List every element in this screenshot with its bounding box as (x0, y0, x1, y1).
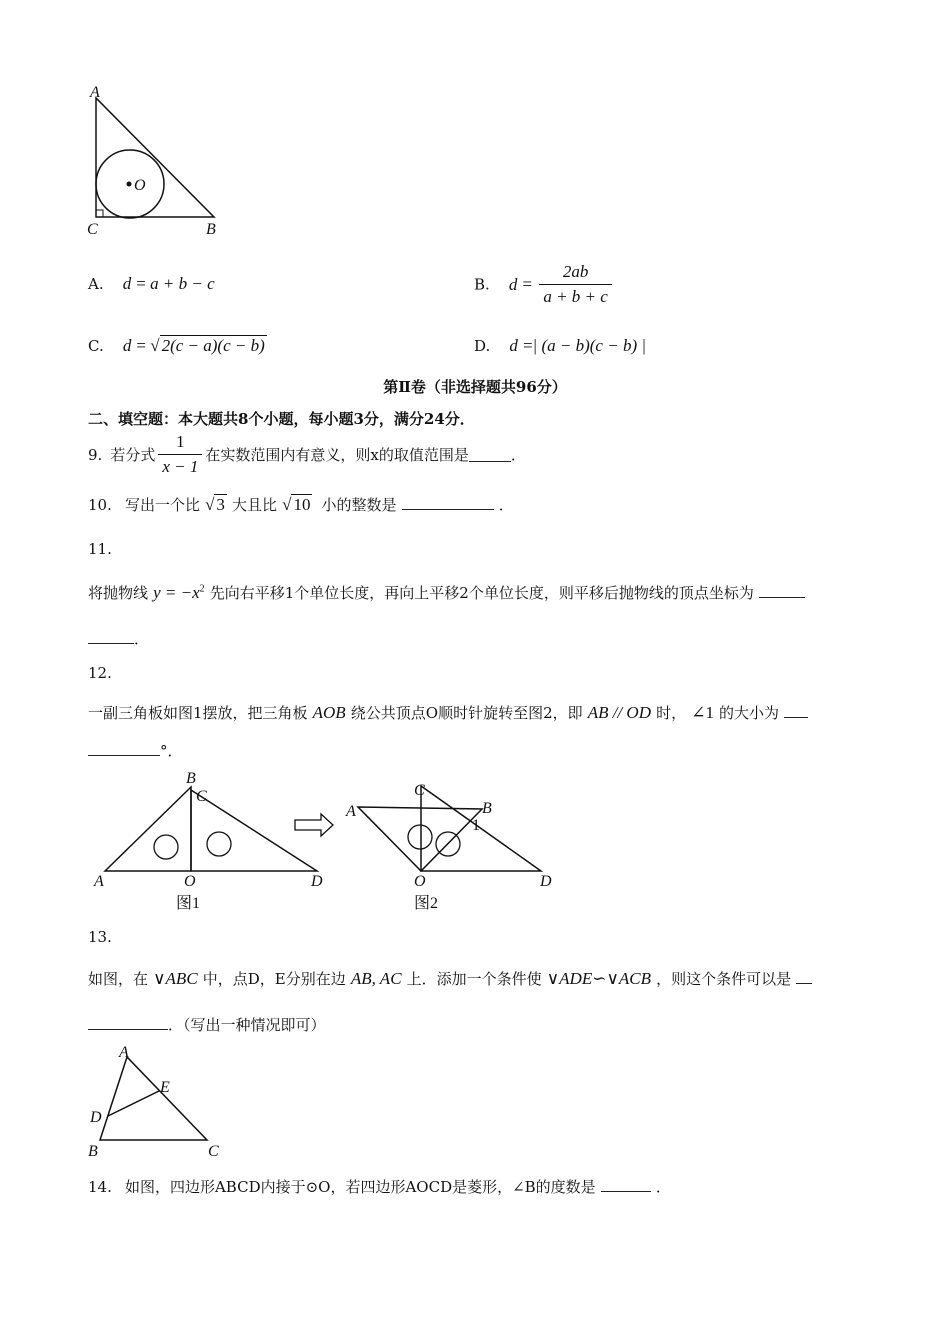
fig2-hole-1 (408, 825, 432, 849)
option-c-lhs: d (122, 336, 132, 355)
q13-label-d: D (90, 1109, 102, 1126)
fig1-hole-1 (154, 835, 178, 859)
q13-label-c: C (208, 1143, 219, 1160)
option-d: D. d =| (a − b)(c − b) | (474, 336, 647, 355)
q12-figures (85, 765, 565, 915)
q13-text-mid2: 上．添加一个条件使 (406, 970, 542, 988)
q13-number: 13. (88, 928, 112, 946)
q12-answer-blank-cont[interactable] (88, 741, 160, 756)
q9-end: ． (510, 446, 526, 464)
q12-number: 12. (88, 664, 112, 682)
q13-line-2 (88, 1014, 326, 1035)
label-a: A (90, 84, 100, 101)
right-angle-mark (96, 210, 103, 217)
q11-expression: y = −x (153, 583, 200, 602)
fig2-label-o: O (414, 873, 426, 890)
q13-answer-blank-cont[interactable] (88, 1015, 168, 1030)
q11-text-pre: 将抛物线 (88, 584, 149, 602)
q10-text-post: 小的整数是 (321, 496, 397, 514)
q10-text-mid: 大且比 (232, 496, 278, 514)
q10-number: 10. (88, 496, 112, 514)
label-o: O (134, 177, 146, 194)
label-b: B (206, 221, 216, 238)
q10-answer-blank[interactable] (402, 495, 494, 510)
q13-similarity: ∨ADE∽∨ACB (546, 969, 652, 988)
q10-radicand-2: 10 (293, 495, 311, 514)
fig1-caption: 图1 (176, 895, 201, 912)
question-14 (88, 1176, 671, 1197)
option-b-letter: B. (474, 275, 490, 294)
question-11 (88, 582, 805, 603)
q13-answer-blank[interactable] (796, 969, 812, 984)
option-c-letter: C. (88, 337, 104, 355)
question-12 (88, 702, 808, 723)
q13-sides: AB, AC (350, 969, 402, 988)
q9-text-pre: 若分式 (110, 446, 156, 464)
q11-answer-blank[interactable] (759, 583, 805, 598)
option-a-rhs: a + b − c (150, 274, 215, 293)
label-c: C (87, 221, 98, 238)
q14-end: ． (655, 1178, 671, 1196)
option-b: B. d = $\frac{2ab}{a + b + c}$ (474, 262, 615, 307)
q9-number: 9. (88, 445, 103, 464)
q12-figure-1 (93, 770, 323, 912)
triangle-abc (96, 98, 214, 217)
q12-text-mid: 绕公共顶点O顺时针旋转至图2，即 (350, 704, 583, 722)
fig2-label-angle-1: 1 (472, 817, 480, 834)
q13-text-post: ，则这个条件可以是 (656, 970, 792, 988)
fig2-caption: 图2 (414, 895, 439, 912)
q13-segment-de (108, 1091, 159, 1116)
option-a-lhs: d (122, 274, 132, 293)
q13-label-e: E (160, 1079, 170, 1096)
option-c-rhs: 2(c − a)(c − b) (161, 336, 265, 355)
option-a: A. d = a + b − c (88, 274, 215, 293)
q14-answer-blank[interactable] (601, 1177, 651, 1192)
q11-end: ． (134, 630, 150, 648)
q9-fraction (158, 432, 202, 477)
q12-text-pre: 一副三角板如图1摆放，把三角板 (88, 704, 308, 722)
q11-number: 11. (88, 540, 112, 558)
q12-text-post: 时， (656, 704, 687, 722)
option-b-denominator: a + b + c (539, 284, 612, 307)
q12-text-post2: 的大小为 (719, 704, 780, 722)
center-dot (127, 182, 132, 187)
q11-exponent: 2 (199, 583, 205, 595)
arrow-icon (295, 814, 333, 836)
q14-number: 14. (88, 1178, 112, 1196)
q9-text-post: 在实数范围内有意义，则x的取值范围是 (205, 446, 469, 464)
option-b-fraction (539, 262, 612, 307)
q13-triangle-abc: ∨ABC (153, 969, 198, 988)
question-10: 10. 写出一个比 √ 3 大且比 √ 10 小的整数是 ． (88, 495, 514, 514)
option-b-lhs: d (508, 274, 518, 294)
option-a-letter: A. (88, 275, 104, 293)
q9-denominator: x − 1 (158, 454, 202, 477)
part2-heading: 二、填空题：本大题共8个小题，每小题3分，满分24分． (88, 410, 475, 428)
option-b-numerator: 2ab (562, 262, 589, 281)
fig1-hole-2 (207, 832, 231, 856)
option-c: C. d = √ 2(c − a)(c − b) (88, 336, 265, 355)
q11-text-post: 先向右平移1个单位长度，再向上平移2个单位长度，则平移后抛物线的顶点坐标为 (209, 584, 754, 602)
q12-answer-blank[interactable] (784, 703, 808, 718)
q14-text: 如图，四边形ABCD内接于⊙O，若四边形AOCD是菱形，∠B的度数是 (124, 1178, 596, 1196)
q13-label-b: B (88, 1143, 98, 1160)
fig1-label-d: D (311, 873, 323, 890)
q11-line-2 (88, 628, 149, 649)
option-d-letter: D. (474, 337, 491, 355)
q13-label-a: A (119, 1044, 129, 1061)
fig2-label-a: A (346, 803, 356, 820)
fig2-label-d: D (540, 873, 552, 890)
q13-text-pre: 如图，在 (88, 970, 149, 988)
incircle-triangle-figure (80, 80, 240, 240)
q12-figure-2 (345, 782, 552, 912)
q13-figure (82, 1040, 242, 1165)
fig1-label-o: O (184, 873, 196, 890)
option-d-lhs: d (509, 336, 518, 355)
question-13 (88, 968, 812, 989)
q12-condition: AB // OD (587, 703, 651, 722)
question-9 (88, 432, 526, 477)
q10-end: ． (498, 496, 514, 514)
q9-answer-blank[interactable] (469, 447, 511, 462)
fig2-triangle-cod (421, 786, 541, 871)
q13-end: ．（写出一种情况即可） (168, 1016, 326, 1034)
q10-text-pre: 写出一个比 (124, 496, 200, 514)
q11-answer-blank-cont[interactable] (88, 629, 134, 644)
q9-numerator: 1 (176, 432, 185, 451)
q12-angle: ∠1 (691, 703, 714, 722)
q10-radicand-1: 3 (216, 495, 225, 514)
fig1-label-b: B (186, 770, 196, 787)
q13-text-mid: 中，点D，E分别在边 (202, 970, 346, 988)
section-title: 第Ⅱ卷（非选择题共96分） (383, 378, 567, 396)
fig1-label-c: C (196, 788, 207, 805)
q13-triangle-abc-shape (100, 1057, 207, 1140)
option-d-rhs: | (a − b)(c − b) | (532, 336, 647, 355)
fig2-label-b: B (482, 800, 492, 817)
q12-triangle-aob: AOB (312, 703, 346, 722)
fig1-triangle-aob (105, 787, 191, 871)
fig2-label-c: C (414, 782, 425, 799)
q12-line-2 (88, 740, 183, 761)
fig1-label-a: A (94, 873, 104, 890)
q12-end: °． (160, 742, 183, 760)
